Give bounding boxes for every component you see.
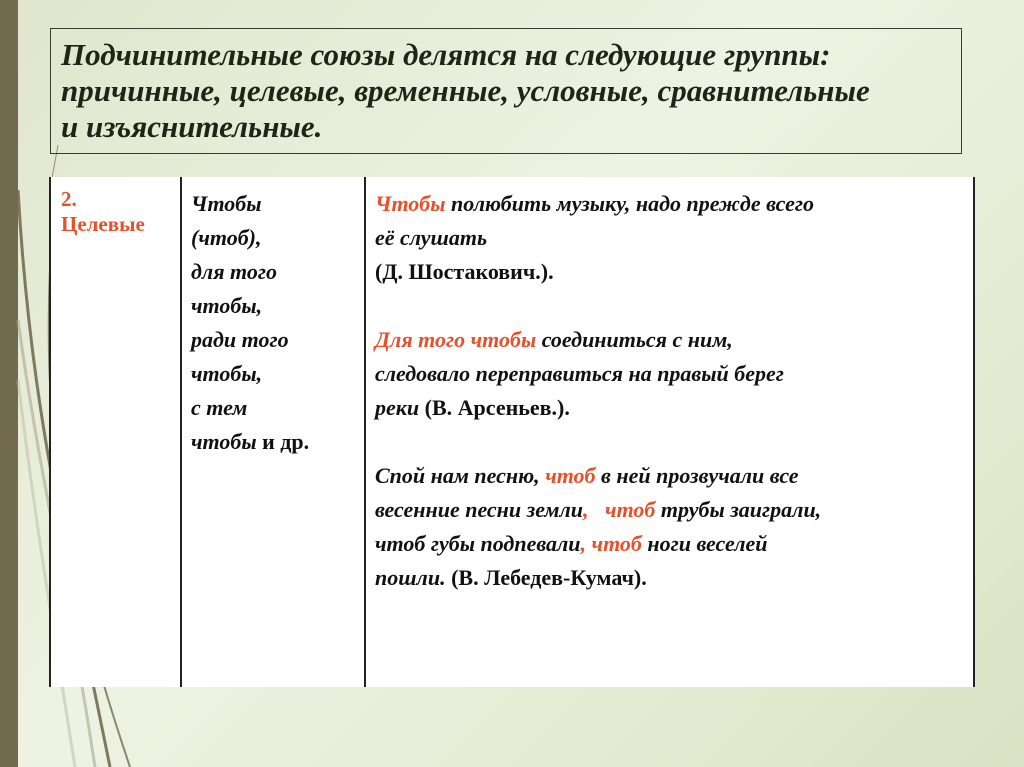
title-box [50, 28, 962, 154]
conjunctions-cell [182, 177, 366, 687]
example-line [375, 357, 973, 391]
example-line [375, 255, 973, 289]
conjunction-text: чтобы [191, 429, 257, 454]
conjunction-text: (чтоб), [191, 225, 262, 250]
conjunction-text: ради того [191, 327, 289, 352]
example-text: полюбить музыку, надо прежде всего [445, 191, 814, 216]
example-2 [375, 323, 973, 425]
category-number: 2. [61, 187, 77, 211]
conjunction-line [191, 425, 364, 459]
highlighted-conjunction: чтоб [545, 463, 596, 488]
conjunction-line [191, 357, 364, 391]
example-line [375, 221, 973, 255]
conjunction-etc: и др. [256, 429, 310, 454]
conjunction-line [191, 391, 364, 425]
conjunction-text: для того [191, 259, 277, 284]
category-cell [51, 177, 182, 687]
example-text: весенние песни земли [375, 497, 584, 522]
conjunction-line [191, 255, 364, 289]
example-text: пошли. [375, 565, 452, 590]
example-text: её слушать [375, 225, 488, 250]
conjunction-text: чтобы, [191, 361, 263, 386]
example-text: трубы заиграли, [655, 497, 822, 522]
example-author: (В. Лебедев-Кумач). [451, 565, 647, 590]
example-text: Спой нам песню, [375, 463, 546, 488]
conjunction-text: Чтобы [191, 191, 262, 216]
category-name: Целевые [61, 212, 145, 236]
conjunction-line [191, 323, 364, 357]
example-line [375, 323, 973, 357]
example-line [375, 561, 973, 595]
example-line [375, 527, 973, 561]
title-line-3: и изъяснительные. [61, 109, 323, 144]
highlighted-conjunction: Чтобы [375, 191, 446, 216]
conjunctions-table [49, 177, 975, 687]
example-line [375, 187, 973, 221]
example-text: следовало переправиться на правый берег [375, 361, 784, 386]
conjunction-line [191, 289, 364, 323]
example-1 [375, 187, 973, 289]
example-line [375, 391, 973, 425]
title-line-1: Подчинительные союзы делятся на следующие группы: [61, 37, 831, 72]
examples-cell [366, 177, 973, 687]
highlighted-conjunction: , чтоб [580, 531, 642, 556]
conjunction-line [191, 187, 364, 221]
example-author: (В. Арсеньев.). [424, 395, 570, 420]
conjunction-text: с тем [191, 395, 248, 420]
highlighted-conjunction: , чтоб [583, 497, 656, 522]
example-line [375, 459, 973, 493]
example-text: соединиться с ним, [536, 327, 733, 352]
example-line [375, 493, 973, 527]
example-text: реки [375, 395, 425, 420]
conjunction-text: чтобы, [191, 293, 263, 318]
example-3 [375, 459, 973, 595]
conjunction-line [191, 221, 364, 255]
example-text: ноги веселей [641, 531, 768, 556]
title-line-2: причинные, целевые, временные, условные, сравнительные [61, 73, 870, 108]
example-text: чтоб губы подпевали [375, 531, 581, 556]
example-text: в ней прозвучали все [595, 463, 799, 488]
highlighted-conjunction: Для того чтобы [375, 327, 537, 352]
example-author: (Д. Шостакович.). [375, 259, 554, 284]
left-decorative-strip [0, 0, 18, 767]
